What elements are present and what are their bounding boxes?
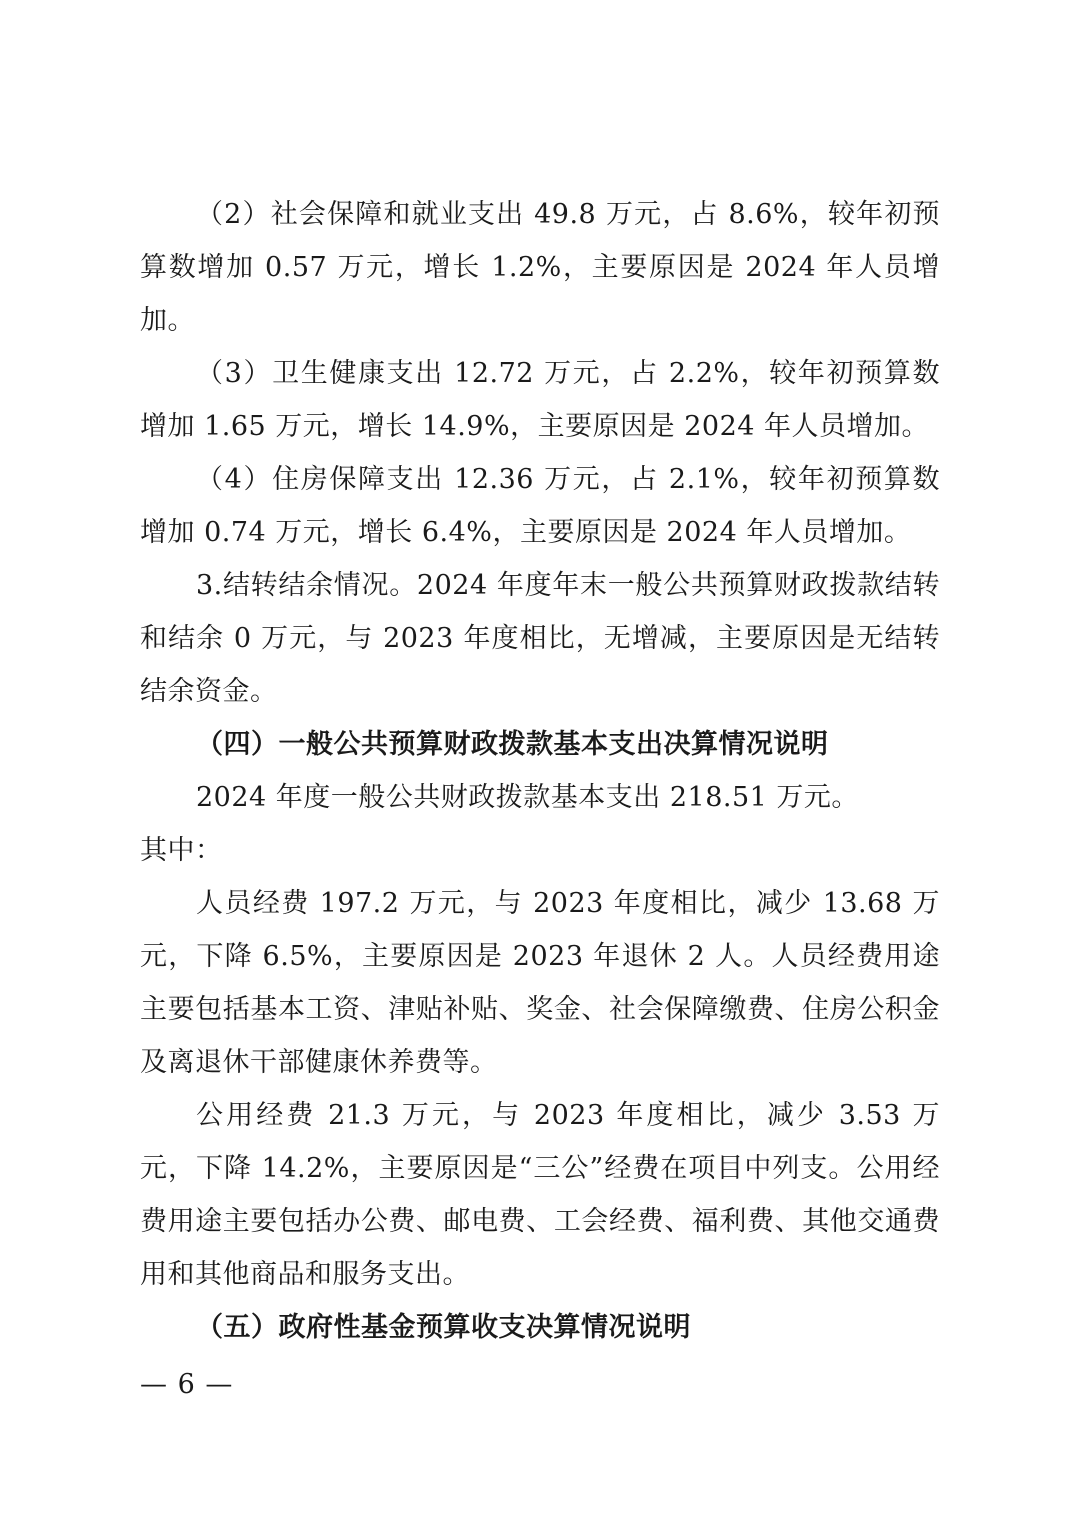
paragraph-health: （3）卫生健康支出 12.72 万元，占 2.2%，较年初预算数增加 1.65 万元，增长 14.9%，主要原因是 2024 年人员增加。	[140, 358, 940, 442]
paragraph-among-which: 其中：	[140, 835, 223, 866]
section-heading-basic-expenditure: （四）一般公共预算财政拨款基本支出决算情况说明	[196, 729, 829, 760]
body-text	[140, 188, 940, 1354]
paragraph-social-security: （2）社会保障和就业支出 49.8 万元，占 8.6%，较年初预算数增加 0.57 万元，增长 1.2%，主要原因是 2024 年人员增加。	[140, 199, 940, 336]
page-number: — 6 —	[140, 1369, 234, 1400]
section-heading-government-fund: （五）政府性基金预算收支决算情况说明	[196, 1312, 691, 1343]
paragraph-personnel-expenses: 人员经费 197.2 万元，与 2023 年度相比，减少 13.68 万元，下降 6.5%，主要原因是 2023 年退休 2 人。人员经费用途主要包括基本工资、津贴补贴、奖金、社会保障缴费、住房公积金及离退休干部健康休养费等。	[140, 888, 940, 1078]
paragraph-basic-expenditure-total: 2024 年度一般公共财政拨款基本支出 218.51 万元。	[196, 782, 859, 813]
paragraph-public-expenses: 公用经费 21.3 万元，与 2023 年度相比，减少 3.53 万元，下降 14.2%，主要原因是“三公”经费在项目中列支。公用经费用途主要包括办公费、邮电费、工会经费、福利费、其他交通费用和其他商品和服务支出。	[140, 1100, 940, 1290]
paragraph-carryover: 3.结转结余情况。2024 年度年末一般公共预算财政拨款结转和结余 0 万元，与 2023 年度相比，无增减，主要原因是无结转结余资金。	[140, 570, 940, 707]
paragraph-housing: （4）住房保障支出 12.36 万元，占 2.1%，较年初预算数增加 0.74 万元，增长 6.4%，主要原因是 2024 年人员增加。	[140, 464, 940, 548]
